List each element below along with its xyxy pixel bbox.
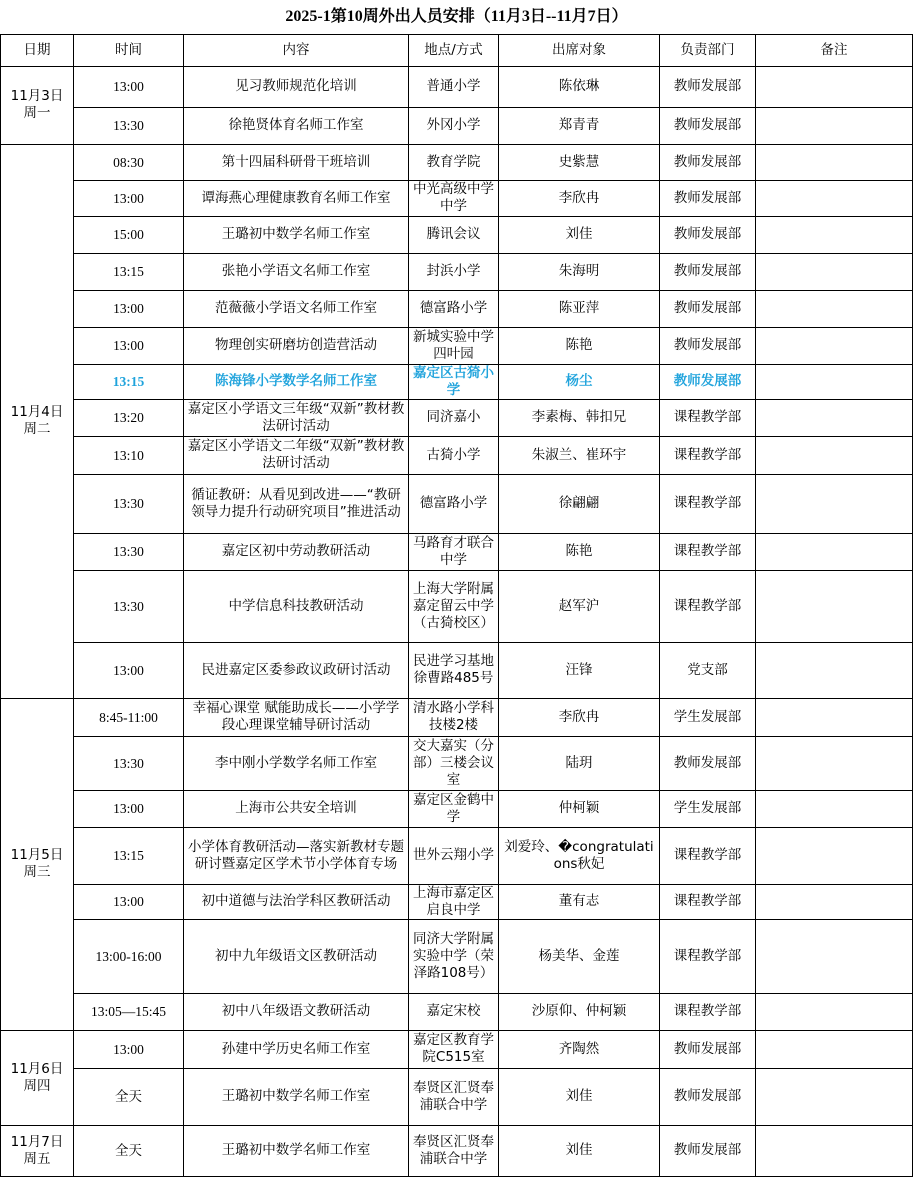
cell-time: 08:30 bbox=[74, 144, 184, 180]
cell-remarks bbox=[756, 1068, 913, 1125]
cell-content: 上海市公共安全培训 bbox=[184, 790, 409, 827]
cell-time: 13:00 bbox=[74, 180, 184, 216]
cell-location: 腾讯会议 bbox=[409, 216, 499, 253]
cell-department: 教师发展部 bbox=[660, 1030, 756, 1068]
cell-remarks bbox=[756, 642, 913, 698]
table-row bbox=[1, 399, 913, 436]
cell-department: 教师发展部 bbox=[660, 290, 756, 327]
table-row bbox=[1, 884, 913, 919]
col-header-location: 地点/方式 bbox=[409, 34, 499, 66]
cell-department: 教师发展部 bbox=[660, 180, 756, 216]
cell-content: 嘉定区小学语文三年级“双新”教材教法研讨活动 bbox=[184, 399, 409, 436]
col-header-department: 负责部门 bbox=[660, 34, 756, 66]
cell-remarks bbox=[756, 253, 913, 290]
cell-time: 13:00 bbox=[74, 290, 184, 327]
cell-attendees: 刘佳 bbox=[499, 1068, 660, 1125]
table-row bbox=[1, 253, 913, 290]
cell-remarks bbox=[756, 327, 913, 364]
cell-time: 13:30 bbox=[74, 107, 184, 144]
weekday-label: 周五 bbox=[23, 1150, 51, 1167]
cell-time: 13:15 bbox=[74, 827, 184, 884]
cell-location: 德富路小学 bbox=[409, 290, 499, 327]
cell-department: 教师发展部 bbox=[660, 66, 756, 107]
table-row bbox=[1, 993, 913, 1030]
cell-attendees: 沙原仰、仲柯颖 bbox=[499, 993, 660, 1030]
cell-content: 王璐初中数学名师工作室 bbox=[184, 1068, 409, 1125]
cell-time: 13:00 bbox=[74, 884, 184, 919]
cell-time: 13:05—15:45 bbox=[74, 993, 184, 1030]
cell-location: 古猗小学 bbox=[409, 436, 499, 474]
cell-content: 李中刚小学数学名师工作室 bbox=[184, 736, 409, 790]
cell-attendees: 朱海明 bbox=[499, 253, 660, 290]
cell-remarks bbox=[756, 436, 913, 474]
cell-remarks bbox=[756, 884, 913, 919]
cell-content: 谭海燕心理健康教育名师工作室 bbox=[184, 180, 409, 216]
cell-date bbox=[1, 1125, 74, 1176]
table-row bbox=[1, 474, 913, 533]
table-row bbox=[1, 216, 913, 253]
cell-attendees: 刘爱玲、�congratulations秋妃 bbox=[499, 827, 660, 884]
cell-department: 课程教学部 bbox=[660, 399, 756, 436]
cell-department: 课程教学部 bbox=[660, 993, 756, 1030]
cell-remarks bbox=[756, 993, 913, 1030]
cell-department: 教师发展部 bbox=[660, 107, 756, 144]
col-header-time: 时间 bbox=[74, 34, 184, 66]
cell-remarks bbox=[756, 144, 913, 180]
cell-location: 普通小学 bbox=[409, 66, 499, 107]
cell-department: 课程教学部 bbox=[660, 436, 756, 474]
cell-content: 徐艳贤体育名师工作室 bbox=[184, 107, 409, 144]
table-row bbox=[1, 570, 913, 642]
cell-location: 德富路小学 bbox=[409, 474, 499, 533]
cell-remarks bbox=[756, 474, 913, 533]
cell-location: 同济嘉小 bbox=[409, 399, 499, 436]
cell-location: 嘉定区古猗小学 bbox=[409, 364, 499, 399]
cell-time: 13:00 bbox=[74, 327, 184, 364]
weekday-label: 周三 bbox=[23, 864, 51, 880]
cell-remarks bbox=[756, 570, 913, 642]
cell-content: 孙建中学历史名师工作室 bbox=[184, 1030, 409, 1068]
cell-department: 课程教学部 bbox=[660, 570, 756, 642]
weekday-label: 周一 bbox=[23, 105, 51, 121]
cell-department: 学生发展部 bbox=[660, 790, 756, 827]
cell-attendees: 朱淑兰、崔环宇 bbox=[499, 436, 660, 474]
cell-attendees: 陈艳 bbox=[499, 533, 660, 570]
cell-remarks bbox=[756, 364, 913, 399]
cell-content: 第十四届科研骨干班培训 bbox=[184, 144, 409, 180]
cell-time: 13:00 bbox=[74, 790, 184, 827]
cell-remarks bbox=[756, 1030, 913, 1068]
cell-time: 15:00 bbox=[74, 216, 184, 253]
cell-time: 13:00-16:00 bbox=[74, 919, 184, 993]
cell-attendees: 徐翩翩 bbox=[499, 474, 660, 533]
cell-date bbox=[1, 144, 74, 698]
cell-attendees: 刘佳 bbox=[499, 216, 660, 253]
col-header-remarks: 备注 bbox=[756, 34, 913, 66]
cell-remarks bbox=[756, 180, 913, 216]
table-row bbox=[1, 364, 913, 399]
cell-attendees: 李欣冉 bbox=[499, 698, 660, 736]
table-row bbox=[1, 827, 913, 884]
cell-content: 王璐初中数学名师工作室 bbox=[184, 1125, 409, 1176]
weekday-label: 周二 bbox=[23, 421, 51, 437]
cell-remarks bbox=[756, 827, 913, 884]
cell-location: 世外云翔小学 bbox=[409, 827, 499, 884]
cell-location: 外冈小学 bbox=[409, 107, 499, 144]
cell-time: 13:20 bbox=[74, 399, 184, 436]
header-row bbox=[1, 34, 913, 66]
cell-content: 物理创实研磨坊创造营活动 bbox=[184, 327, 409, 364]
cell-attendees: 仲柯颖 bbox=[499, 790, 660, 827]
cell-location: 清水路小学科技楼2楼 bbox=[409, 698, 499, 736]
cell-content: 初中八年级语文教研活动 bbox=[184, 993, 409, 1030]
cell-time: 13:30 bbox=[74, 736, 184, 790]
cell-time: 13:15 bbox=[74, 364, 184, 399]
table-row bbox=[1, 698, 913, 736]
cell-department: 教师发展部 bbox=[660, 216, 756, 253]
cell-time: 全天 bbox=[74, 1068, 184, 1125]
cell-attendees: 陈艳 bbox=[499, 327, 660, 364]
cell-attendees: 李素梅、韩扣兄 bbox=[499, 399, 660, 436]
table-row bbox=[1, 642, 913, 698]
cell-attendees: 陆玥 bbox=[499, 736, 660, 790]
cell-content: 初中道德与法治学科区教研活动 bbox=[184, 884, 409, 919]
date-label: 11月4日 bbox=[10, 404, 64, 420]
table-row bbox=[1, 66, 913, 107]
table-row bbox=[1, 180, 913, 216]
cell-remarks bbox=[756, 736, 913, 790]
cell-remarks bbox=[756, 919, 913, 993]
cell-attendees: 郑青青 bbox=[499, 107, 660, 144]
cell-department: 课程教学部 bbox=[660, 474, 756, 533]
table-row bbox=[1, 736, 913, 790]
cell-attendees: 赵军沪 bbox=[499, 570, 660, 642]
cell-time: 13:00 bbox=[74, 642, 184, 698]
table-row bbox=[1, 1125, 913, 1176]
cell-remarks bbox=[756, 290, 913, 327]
cell-remarks bbox=[756, 533, 913, 570]
cell-department: 课程教学部 bbox=[660, 533, 756, 570]
cell-department: 教师发展部 bbox=[660, 1068, 756, 1125]
cell-location: 上海大学附属嘉定留云中学（古猗校区） bbox=[409, 570, 499, 642]
cell-content: 嘉定区初中劳动教研活动 bbox=[184, 533, 409, 570]
cell-attendees: 陈亚萍 bbox=[499, 290, 660, 327]
cell-department: 课程教学部 bbox=[660, 919, 756, 993]
cell-department: 教师发展部 bbox=[660, 327, 756, 364]
table-row bbox=[1, 1030, 913, 1068]
cell-department: 教师发展部 bbox=[660, 144, 756, 180]
cell-location: 嘉定区教育学院C515室 bbox=[409, 1030, 499, 1068]
cell-remarks bbox=[756, 66, 913, 107]
table-row bbox=[1, 290, 913, 327]
cell-department: 教师发展部 bbox=[660, 364, 756, 399]
col-header-attendees: 出席对象 bbox=[499, 34, 660, 66]
cell-location: 中光高级中学中学 bbox=[409, 180, 499, 216]
cell-location: 同济大学附属实验中学（荣泽路108号） bbox=[409, 919, 499, 993]
cell-location: 嘉定宋校 bbox=[409, 993, 499, 1030]
cell-attendees: 齐陶然 bbox=[499, 1030, 660, 1068]
page-title: 2025-1第10周外出人员安排（11月3日--11月7日） bbox=[1, 0, 913, 34]
cell-remarks bbox=[756, 107, 913, 144]
date-label: 11月3日 bbox=[10, 88, 64, 104]
table-row bbox=[1, 1068, 913, 1125]
cell-attendees: 刘佳 bbox=[499, 1125, 660, 1176]
date-label: 11月7日 bbox=[10, 1133, 64, 1150]
cell-department: 党支部 bbox=[660, 642, 756, 698]
cell-content: 张艳小学语文名师工作室 bbox=[184, 253, 409, 290]
cell-department: 课程教学部 bbox=[660, 827, 756, 884]
cell-remarks bbox=[756, 399, 913, 436]
cell-remarks bbox=[756, 1125, 913, 1176]
cell-time: 13:15 bbox=[74, 253, 184, 290]
cell-remarks bbox=[756, 698, 913, 736]
cell-department: 教师发展部 bbox=[660, 1125, 756, 1176]
cell-remarks bbox=[756, 216, 913, 253]
cell-department: 学生发展部 bbox=[660, 698, 756, 736]
table-row bbox=[1, 533, 913, 570]
cell-time: 13:00 bbox=[74, 1030, 184, 1068]
cell-time: 13:00 bbox=[74, 66, 184, 107]
cell-location: 马路育才联合中学 bbox=[409, 533, 499, 570]
cell-content: 小学体育教研活动—落实新教材专题研讨暨嘉定区学术节小学体育专场 bbox=[184, 827, 409, 884]
cell-location: 奉贤区汇贤奉浦联合中学 bbox=[409, 1125, 499, 1176]
cell-department: 课程教学部 bbox=[660, 884, 756, 919]
cell-time: 13:10 bbox=[74, 436, 184, 474]
col-header-date: 日期 bbox=[1, 34, 74, 66]
cell-attendees: 李欣冉 bbox=[499, 180, 660, 216]
cell-time: 全天 bbox=[74, 1125, 184, 1176]
cell-time: 8:45-11:00 bbox=[74, 698, 184, 736]
date-label: 11月5日 bbox=[10, 847, 64, 863]
table-row bbox=[1, 144, 913, 180]
cell-department: 教师发展部 bbox=[660, 736, 756, 790]
cell-content: 循证教研：从看见到改进——“教研领导力提升行动研究项目”推进活动 bbox=[184, 474, 409, 533]
cell-attendees: 陈依琳 bbox=[499, 66, 660, 107]
cell-content: 民进嘉定区委参政议政研讨活动 bbox=[184, 642, 409, 698]
cell-remarks bbox=[756, 790, 913, 827]
table-row bbox=[1, 327, 913, 364]
cell-date bbox=[1, 698, 74, 1030]
date-label: 11月6日 bbox=[10, 1060, 64, 1077]
cell-time: 13:30 bbox=[74, 474, 184, 533]
cell-date bbox=[1, 1030, 74, 1125]
table-row bbox=[1, 790, 913, 827]
cell-location: 封浜小学 bbox=[409, 253, 499, 290]
cell-location: 嘉定区金鹤中学 bbox=[409, 790, 499, 827]
cell-location: 交大嘉实（分部）三楼会议室 bbox=[409, 736, 499, 790]
cell-attendees: 史紫慧 bbox=[499, 144, 660, 180]
table-row bbox=[1, 919, 913, 993]
cell-content: 王璐初中数学名师工作室 bbox=[184, 216, 409, 253]
cell-content: 见习教师规范化培训 bbox=[184, 66, 409, 107]
cell-attendees: 汪锋 bbox=[499, 642, 660, 698]
cell-content: 嘉定区小学语文二年级“双新”教材教法研讨活动 bbox=[184, 436, 409, 474]
cell-content: 初中九年级语文区教研活动 bbox=[184, 919, 409, 993]
cell-content: 范薇薇小学语文名师工作室 bbox=[184, 290, 409, 327]
cell-time: 13:30 bbox=[74, 533, 184, 570]
table-row bbox=[1, 436, 913, 474]
cell-attendees: 杨美华、金莲 bbox=[499, 919, 660, 993]
cell-content: 陈海锋小学数学名师工作室 bbox=[184, 364, 409, 399]
cell-content: 中学信息科技教研活动 bbox=[184, 570, 409, 642]
cell-location: 奉贤区汇贤奉浦联合中学 bbox=[409, 1068, 499, 1125]
col-header-content: 内容 bbox=[184, 34, 409, 66]
weekday-label: 周四 bbox=[23, 1077, 51, 1094]
cell-content: 幸福心课堂 赋能助成长——小学学段心理课堂辅导研讨活动 bbox=[184, 698, 409, 736]
table-row bbox=[1, 107, 913, 144]
cell-attendees: 董有志 bbox=[499, 884, 660, 919]
cell-location: 民进学习基地徐曹路485号 bbox=[409, 642, 499, 698]
cell-department: 教师发展部 bbox=[660, 253, 756, 290]
cell-location: 上海市嘉定区启良中学 bbox=[409, 884, 499, 919]
cell-location: 新城实验中学四叶园 bbox=[409, 327, 499, 364]
cell-date bbox=[1, 66, 74, 144]
cell-time: 13:30 bbox=[74, 570, 184, 642]
cell-location: 教育学院 bbox=[409, 144, 499, 180]
cell-attendees: 杨尘 bbox=[499, 364, 660, 399]
